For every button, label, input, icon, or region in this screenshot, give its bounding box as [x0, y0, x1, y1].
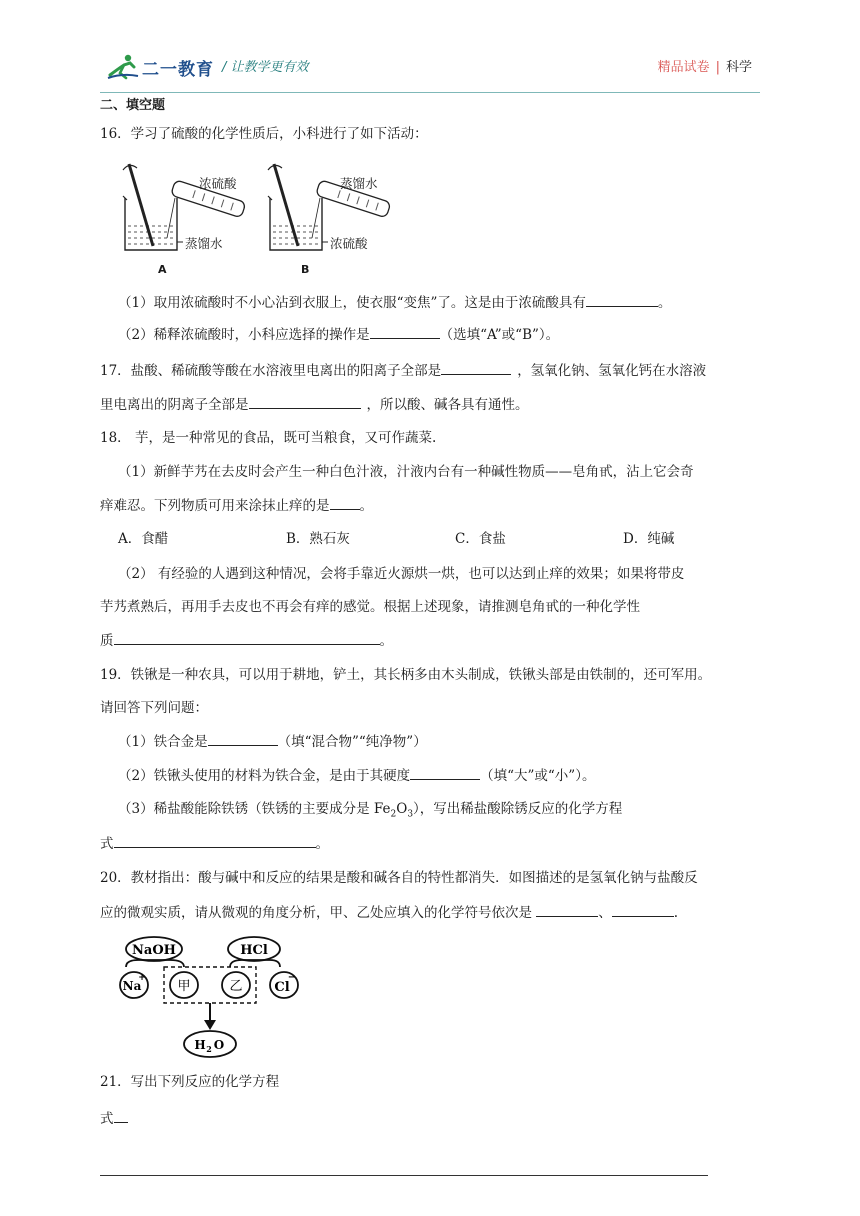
q18-part2-end: 。: [379, 633, 393, 649]
q17-line1-end: ，氢氧化钠、氢氧化钙在水溶液: [517, 363, 707, 379]
q21-prefix: 式: [100, 1111, 114, 1127]
q16-part2: [118, 324, 559, 345]
section-title: 二、填空题: [100, 98, 166, 113]
q19-part3-text-end: ），写出稀盐酸除锈反应的化学方程: [413, 801, 623, 817]
q21-line1: 21．写出下列反应的化学方程: [100, 1074, 280, 1090]
q19-part2-end: （填“大”或“小”）。: [480, 768, 596, 784]
q18-part2-line3: [100, 630, 393, 651]
q19-part1: [118, 731, 427, 752]
jia-label: 甲: [177, 979, 191, 994]
q18-part1-end: 。: [359, 498, 373, 514]
q16-part2-end: （选填“A”或“B”）。: [439, 327, 560, 343]
naoh-label: NaOH: [132, 943, 176, 958]
q19-line1: 19．铁锹是一种农具，可以用于耕地，铲土，其长柄多由木头制成，铁锹头部是由铁制的，还可军用。: [100, 667, 712, 683]
fig-a-side-label: 蒸馏水: [185, 236, 223, 251]
slogan: / 让教学更有效: [222, 60, 309, 75]
h2o-sub: 2: [206, 1044, 212, 1054]
footer-rule: [100, 1175, 708, 1176]
q20-blank1: [536, 902, 598, 917]
brand-name: 二一教育: [142, 59, 214, 80]
q19-part3-line1: [118, 799, 622, 825]
q19-fe2o3-sub3: 3: [407, 809, 414, 820]
cl-ion-charge: −: [287, 972, 297, 983]
fig-b-side-label: 浓硫酸: [330, 236, 368, 251]
q17-line2: [100, 394, 529, 415]
q18-stem: 18． 芋，是一种常见的食品，既可当粮食，又可作蔬菜.: [100, 430, 437, 446]
q19-part1-end: （填“混合物”“纯净物”）: [277, 734, 427, 750]
q18-part1-line2: [100, 495, 373, 516]
q19-part3-blank: [114, 833, 316, 848]
q20-line2-end: .: [673, 905, 679, 921]
q20-neutralization-figure: [112, 934, 308, 1062]
q19-part1-blank: [208, 731, 278, 746]
q20-line2-text: 应的微观实质，请从微观的角度分析，甲、乙处应填入的化学符号依次是: [100, 905, 537, 921]
header-separator: |: [715, 60, 720, 75]
q20-blank2: [612, 902, 674, 917]
q21-line2: [100, 1108, 128, 1129]
fig-b-top-label: 蒸馏水: [340, 176, 378, 191]
q16-part2-text: （2）稀释浓硫酸时，小科应选择的操作是: [118, 327, 370, 343]
q17-line2-text: 里电离出的阴离子全部是: [100, 397, 249, 413]
q17-line1: [100, 360, 706, 381]
q19-fe2o3-o: O: [396, 801, 408, 817]
cl-ion-label: Cl: [274, 980, 290, 995]
q19-part2: [118, 765, 595, 786]
brand-logo: [106, 52, 214, 82]
header-subject: 科学: [725, 60, 752, 75]
q16-part1-text: （1）取用浓硫酸时不小心沾到衣服上，使衣服“变焦”了。这是由于浓硫酸具有: [118, 295, 586, 311]
q16-part1: [118, 292, 671, 313]
q16-stem: 16．学习了硫酸的化学性质后，小科进行了如下活动：: [100, 126, 428, 142]
hcl-label: HCl: [240, 943, 268, 958]
q18-part2-text: 质: [100, 633, 114, 649]
na-ion-charge: +: [138, 973, 146, 983]
q18-part1-blank: [330, 495, 360, 510]
q16-part1-end: 。: [657, 295, 672, 311]
q19-fe2o3-sub2: 2: [390, 809, 397, 820]
q20-blank-sep: 、: [598, 905, 612, 921]
q18-part1-text: 痒难忍。下列物质可用来涂抹止痒的是: [100, 498, 330, 514]
q18-part2-blank: [114, 630, 380, 645]
q18-option-d: D．纯碱: [623, 531, 675, 547]
q19-part2-text: （2）铁锹头使用的材料为铁合金，是由于其硬度: [118, 768, 411, 784]
h2o-o: O: [213, 1038, 225, 1052]
na-ion-label: Na: [122, 979, 142, 993]
fig-a-caption: A: [158, 263, 167, 276]
q19-part3-text: （3）稀盐酸能除铁锈（铁锈的主要成分是 Fe: [118, 801, 391, 817]
header-rule: [100, 92, 760, 93]
q19-part3-prefix: 式: [100, 836, 114, 852]
q19-part3-end: 。: [315, 836, 329, 852]
yi-label: 乙: [229, 979, 243, 994]
fig-a-top-label: 浓硫酸: [199, 176, 237, 191]
q18-option-a: A．食醋: [118, 531, 169, 547]
q19-part3-line2: [100, 833, 329, 854]
q18-part1-line1: （1）新鲜芋艿在去皮时会产生一种白色汁液，汁液内台有一种碱性物质——皂角甙，沾上它会奇: [118, 464, 694, 480]
q18-option-b: B．熟石灰: [286, 531, 350, 547]
q20-line2: [100, 902, 678, 923]
q17-line1-text: 17．盐酸、稀硫酸等酸在水溶液里电离出的阳离子全部是: [100, 363, 442, 379]
q17-line2-end: ，所以酸、碱各具有通性。: [366, 397, 529, 413]
header-right: [658, 56, 752, 75]
q18-part2-line2: 芋艿煮熟后，再用手去皮也不再会有痒的感觉。根据上述现象，请推测皂角甙的一种化学性: [100, 599, 640, 615]
q17-blank2: [249, 394, 361, 409]
q18-part2-line1: （2） 有经验的人遇到这种情况，会将手靠近火源烘一烘，也可以达到止痒的效果；如果将带皮: [118, 566, 685, 582]
q21-blank: [114, 1108, 128, 1123]
q19-part1-text: （1）铁合金是: [118, 734, 208, 750]
q16-part2-blank: [370, 324, 440, 339]
runner-logo-icon: [106, 53, 140, 81]
q18-option-c: C．食盐: [455, 531, 506, 547]
q19-part2-blank: [410, 765, 480, 780]
q16-part1-blank: [586, 292, 658, 307]
fig-b-caption: B: [301, 263, 310, 276]
q19-line2: 请回答下列问题：: [100, 700, 208, 716]
h2o-h: H: [194, 1038, 206, 1052]
page-header: [100, 46, 760, 92]
q20-line1: 20．教材指出：酸与碱中和反应的结果是酸和碱各自的特性都消失．如图描述的是氢氧化钠与盐酸反: [100, 870, 698, 886]
q17-blank1: [441, 360, 511, 375]
header-badge: 精品试卷: [657, 60, 710, 75]
